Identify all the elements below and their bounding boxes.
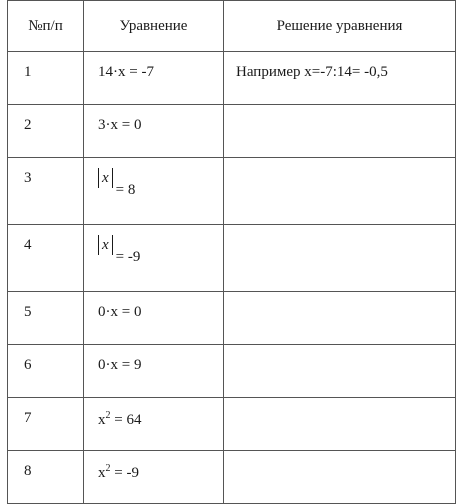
equation-rest: = -9 [110,465,139,481]
equation-cell: 0·x = 0 [84,292,224,345]
solution-cell[interactable] [224,158,456,225]
header-solution: Решение уравнения [224,1,456,52]
equation-cell [84,225,224,292]
solution-cell[interactable] [224,225,456,292]
equation-rhs: = 8 [115,182,136,198]
equation-cell: 0·x = 9 [84,345,224,398]
equations-table [7,0,456,504]
solution-cell[interactable] [224,105,456,158]
table-row [8,225,456,292]
equation-base: x [98,412,106,428]
equation-exponent: 2 [105,463,111,474]
table-row [8,52,456,105]
solution-cell[interactable] [224,292,456,345]
row-number: 3 [8,158,84,225]
equation-exponent: 2 [105,410,111,421]
header-number: №п/п [8,1,84,52]
equation-cell: 3·x = 0 [84,105,224,158]
table-row [8,345,456,398]
row-number: 1 [8,52,84,105]
row-number: 7 [8,398,84,451]
equation-cell: 14·x = -7 [84,52,224,105]
table-row [8,451,456,504]
table-row [8,105,456,158]
equation-cell [84,158,224,225]
solution-cell[interactable] [224,398,456,451]
table-row [8,292,456,345]
row-number: 6 [8,345,84,398]
table-row [8,398,456,451]
absolute-value-x: x [98,235,113,255]
table-row [8,158,456,225]
equation-base: x [98,465,106,481]
row-number: 5 [8,292,84,345]
row-number: 8 [8,451,84,504]
equation-cell [84,398,224,451]
header-row [8,1,456,52]
equation-cell [84,451,224,504]
solution-cell[interactable] [224,345,456,398]
absolute-value-x: x [98,168,113,188]
solution-cell[interactable]: Например x=-7:14= -0,5 [224,52,456,105]
header-equation: Уравнение [84,1,224,52]
equation-rest: = 64 [110,412,142,428]
row-number: 2 [8,105,84,158]
equation-rhs: = -9 [115,249,141,265]
row-number: 4 [8,225,84,292]
solution-cell[interactable] [224,451,456,504]
